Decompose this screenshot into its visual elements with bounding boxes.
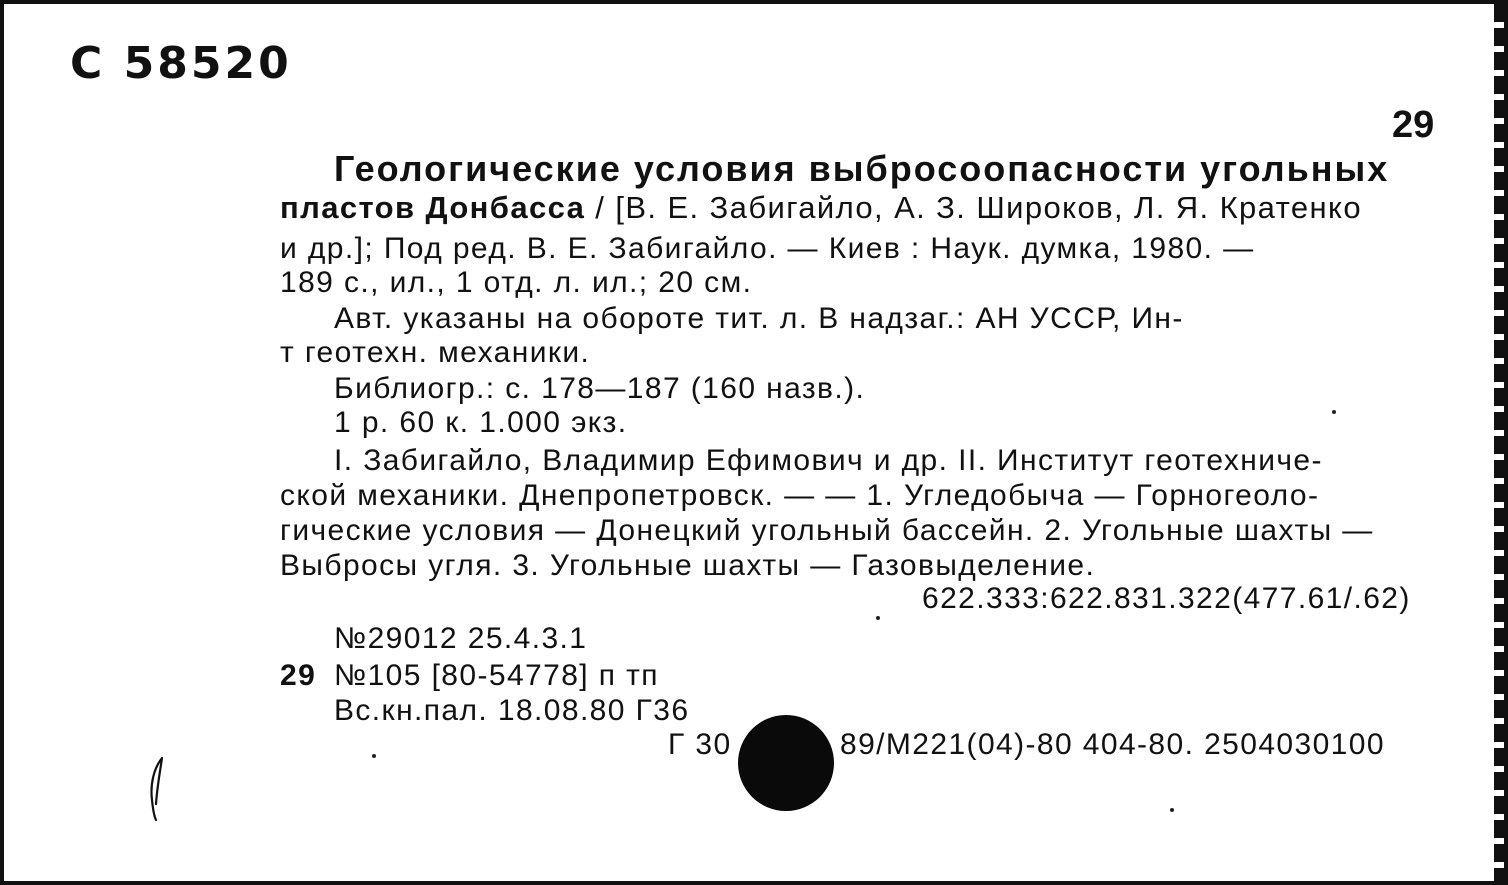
price-note: 1 р. 60 к. 1.000 экз. xyxy=(334,406,628,439)
udc-code: 622.333:622.831.322(477.61/.62) xyxy=(922,582,1411,615)
footer-code-right: 89/М221(04)-80 404-80. 2504030100 xyxy=(840,728,1385,761)
catalog-id: С 58520 xyxy=(70,38,292,89)
pencil-mark-icon xyxy=(144,754,174,824)
bibliography-note: Библиогр.: с. 178—187 (160 назв.). xyxy=(334,372,866,405)
page-number: 29 xyxy=(1392,104,1435,146)
card-edge-perforation xyxy=(1494,4,1504,885)
subjects-line-1: I. Забигайло, Владимир Ефимович и др. II. Институт геотехниче- xyxy=(334,444,1323,477)
chamber-line: Вс.кн.пал. 18.08.80 Г36 xyxy=(334,694,690,727)
speck xyxy=(876,616,880,620)
title-cont-rest: / [В. Е. Забигайло, А. З. Широков, Л. Я. Кратенко xyxy=(585,190,1362,225)
footer-code-left: Г 30 xyxy=(668,728,732,761)
title-line: Геологические условия выбросоопасности угольных xyxy=(334,148,1390,189)
subjects-line-2: ской механики. Днепропетровск. — — 1. Угледобыча — Горногеоло- xyxy=(280,479,1320,512)
authors-note-line-1: Авт. указаны на обороте тит. л. В надзаг.: АН УССР, Ин- xyxy=(334,302,1184,335)
extent-line: 189 с., ил., 1 отд. л. ил.; 20 см. xyxy=(280,266,753,299)
subjects-line-3: гические условия — Донецкий угольный бассейн. 2. Угольные шахты — xyxy=(280,514,1374,547)
shelf-prefix: 29 xyxy=(280,659,317,692)
subjects-line-4: Выбросы угля. 3. Угольные шахты — Газовыделение. xyxy=(280,549,1096,582)
ink-blot xyxy=(738,715,834,811)
speck xyxy=(372,754,376,758)
speck xyxy=(1332,410,1336,414)
title-cont-bold: пластов Донбасса xyxy=(280,190,586,225)
record-number: №29012 25.4.3.1 xyxy=(334,622,588,655)
speck xyxy=(1170,808,1174,812)
authors-note-line-2: т геотехн. механики. xyxy=(280,336,591,369)
editor-line: и др.]; Под ред. В. Е. Забигайло. — Киев : Наук. думка, 1980. — xyxy=(280,232,1255,265)
order-number: №105 [80-54778] п тп xyxy=(334,659,659,692)
title-continuation xyxy=(280,190,1362,226)
